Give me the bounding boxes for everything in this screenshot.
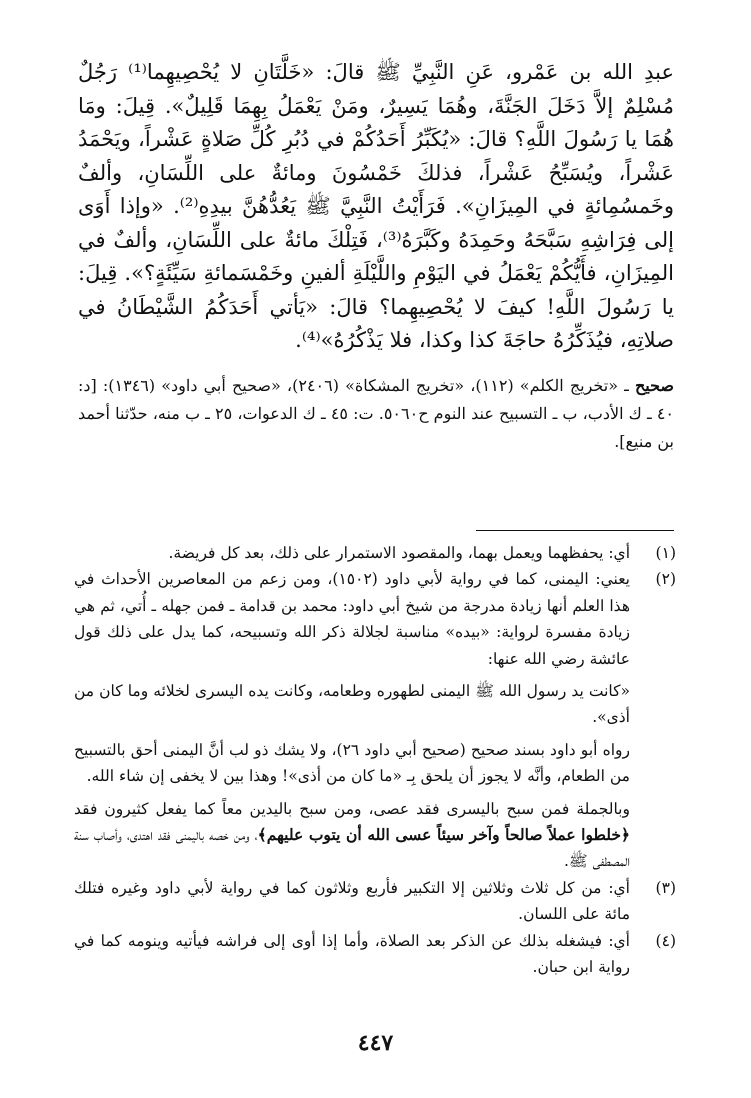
footnote-number: (٣) — [655, 878, 676, 897]
footnote-3 — [74, 875, 676, 928]
takhrij-block — [78, 372, 674, 456]
quran-verse: ﴿خلطوا عملاً صالحاً وآخر سيئاً عسى الله أن يتوب عليهم﴾ — [257, 825, 630, 845]
footnote-text: أي: فيشغله بذلك عن الذكر بعد الصلاة، وأما إذا أوى إلى فراشه فيأتيه وينومه كما في رواية ابن حبان. — [74, 931, 630, 977]
hadith-paragraph: عبدِ الله بن عَمْرو، عَنِ النَّبِيِّ ﷺ قالَ: «خَلَّتَانِ لا يُحْصِيهِما⁽¹⁾ رَجُلٌ مُسْلِمٌ إلاَّ دَخَلَ الجَنَّةَ، وهُمَا يَسِيرٌ، ومَنْ يَعْمَلُ بِهِمَا قَلِيلٌ». قِيلَ: ومَا هُمَا يا رَسُولَ اللَّهِ؟ قالَ: «يُكَبِّرُ أَحَدُكُمْ في دُبُرِ كُلِّ صَلاةٍ عَشْراً، ويَحْمَدُ عَشْراً، ويُسَبِّحُ عَشْراً، فذلكَ خَمْسُونَ ومائةٌ على اللِّسَانِ، وألفٌ وخَمسُمِائةٍ في المِيزَانِ». فَرَأَيْتُ النَّبِيَّ ﷺ يَعُدُّهُنَّ بيدِهِ⁽²⁾. «وإذا أَوَى إلى فِرَاشِهِ سَبَّحَهُ وحَمِدَهُ وكَبَّرَهُ⁽³⁾، فَتِلْكَ مائةٌ على اللِّسَانِ، وألفٌ في المِيزَانِ، فأَيُّكُمْ يَعْمَلُ في اليَوْمِ واللَّيْلَةِ ألفينِ وخَمْسَمائةِ سَيِّئَةٍ؟». قِيلَ: يا رَسُولَ اللَّهِ! كيفَ لا يُحْصِيهِما؟ قالَ: «يَأتي أَحَدَكُمُ الشَّيْطَانُ في صلاتِهِ، فيُذَكِّرُهُ حاجَةَ كذا وكذا، فلا يَذْكُرُهُ»⁽⁴⁾. — [78, 60, 674, 352]
footnote-1 — [74, 540, 676, 566]
footnotes — [74, 540, 676, 981]
footnote-2 — [74, 566, 676, 874]
footnote-separator — [476, 530, 674, 531]
footnote-quote: «كانت يد رسول الله ﷺ اليمنى لطهوره وطعامه، وكانت يده اليسرى لخلائه وما كان من أذى». — [74, 682, 630, 727]
footnote-text: يعني: اليمنى، كما في رواية لأبي داود (١٥٠٢)، ومن زعم من المعاصرين الأحداث في هذا العلم أنها زيادة مدرجة من شيخ أبي داود: محمد بن قدامة ـ فمن جهله ـ أُتي، ثم هي زيادة مفسرة لرواية: «بيده» مناسبة لجلالة ذكر الله وتسبيحه، كما يدل على ذلك قول عائشة رضي الله عنها: — [74, 570, 630, 668]
footnote-text: أي: يحفظهما ويعمل بهما، والمقصود الاستمرار على ذلك، بعد كل فريضة. — [168, 544, 630, 562]
footnote-number: (١) — [655, 544, 676, 562]
footnote-text: رواه أبو داود بسند صحيح (صحيح أبي داود ٢٦)، ولا يشك ذو لب أنَّ اليمنى أحق بالتسبيح من الطعام، وأنَّه لا يجوز أن يلحق بِـ «ما كان من أذى»! وهذا بين لا يخفى إن شاء الله. — [74, 740, 630, 786]
footnote-number: (٢) — [655, 570, 676, 589]
footnote-text — [74, 796, 630, 875]
hadith-text — [78, 56, 674, 358]
footnote-4 — [74, 928, 676, 981]
footnote-number: (٤) — [655, 931, 676, 950]
footnote-text-part: وبالجملة فمن سبح باليسرى فقد عصى، ومن سبح باليدين معاً كما يفعل كثيرون فقد — [74, 799, 630, 818]
footnote-text: أي: من كل ثلاث وثلاثين إلا التكبير فأربع وثلاثون كما في رواية لأبي داود وغيره فتلك مائة على اللسان. — [74, 878, 630, 924]
footnote-text-part: ، ومن خصه باليمنى فقد اهتدى، وأصاب سنة المصطفى ﷺ. — [74, 826, 630, 871]
takhrij-text: ـ «تخريج الكلم» (١١٢)، «تخريج المشكاة» (٢٤٠٦)، «صحيح أبي داود» (١٣٤٦): [د: ٤٠ ـ ك الأدب، ب ـ التسبيح عند النوم ح٥٠٦٠. ت: ٤٥ ـ ك الدعوات، ٢٥ ـ ب منه، حدّثنا أحمد بن منيع]. — [78, 376, 674, 451]
grading-label: صحيح — [634, 376, 675, 395]
page-number: ٤٤٧ — [357, 1030, 394, 1056]
